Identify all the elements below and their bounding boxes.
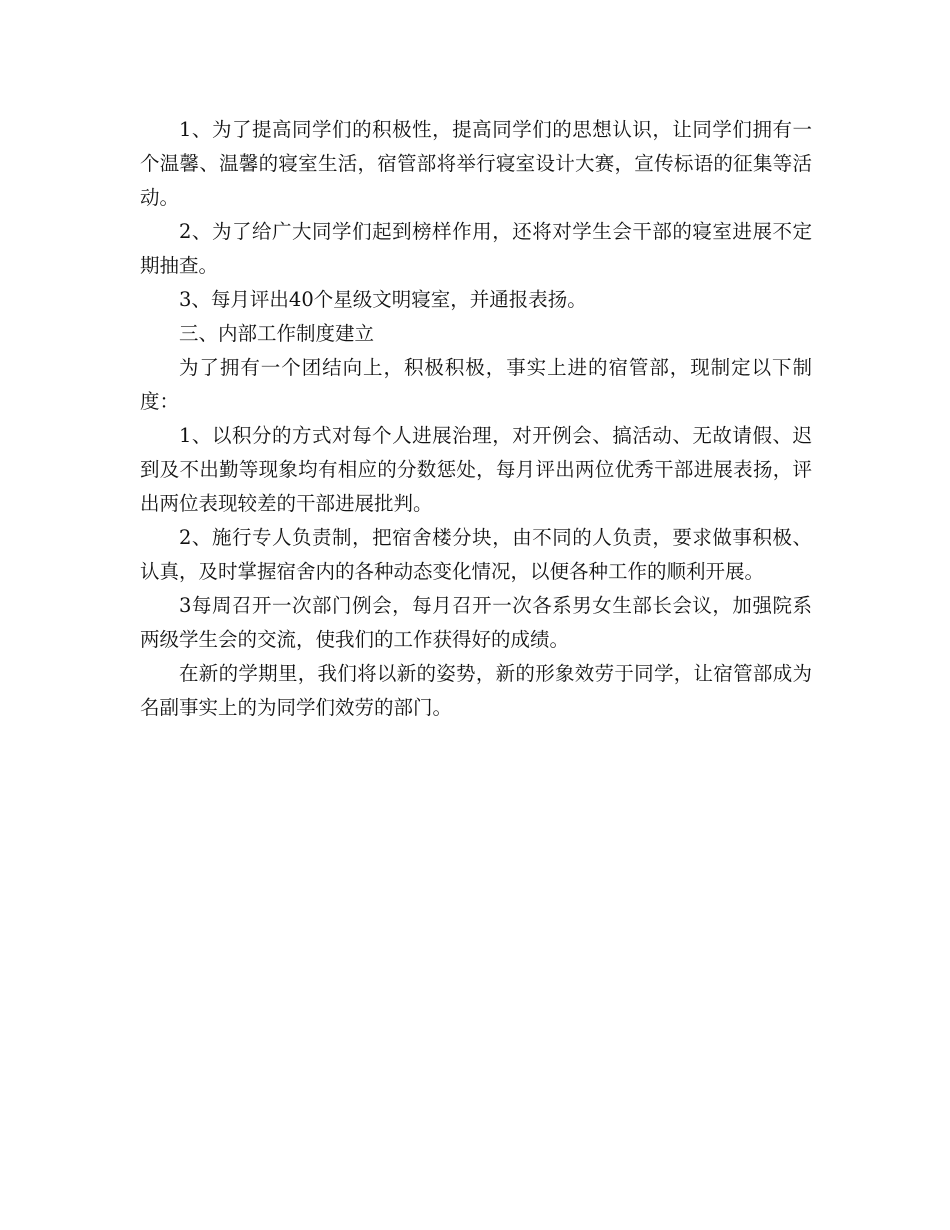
paragraph-2: 2、为了给广大同学们起到榜样作用，还将对学生会干部的寝室进展不定期抽查。 [140, 220, 812, 277]
paragraph-1: 1、为了提高同学们的积极性，提高同学们的思想认识，让同学们拥有一个温馨、温馨的寝室生活，宿管部将举行寝室设计大赛，宣传标语的征集等活动。 [140, 118, 812, 209]
paragraph-5: 1、以积分的方式对每个人进展治理，对开例会、搞活动、无故请假、迟到及不出勤等现象均有相应的分数惩处，每月评出两位优秀干部进展表扬，评出两位表现较差的干部进展批判。 [140, 424, 812, 515]
paragraph-8: 在新的学期里，我们将以新的姿势，新的形象效劳于同学，让宿管部成为名副事实上的为同学们效劳的部门。 [140, 662, 812, 719]
paragraph-4: 为了拥有一个团结向上，积极积极，事实上进的宿管部，现制定以下制度： [140, 356, 812, 413]
document-body [140, 113, 812, 725]
section-heading: 三、内部工作制度建立 [179, 322, 375, 345]
paragraph-6: 2、施行专人负责制，把宿舍楼分块，由不同的人负责，要求做事积极、认真，及时掌握宿舍内的各种动态变化情况，以便各种工作的顺利开展。 [140, 526, 812, 583]
paragraph-7: 3每周召开一次部门例会，每月召开一次各系男女生部长会议，加强院系两级学生会的交流，使我们的工作获得好的成绩。 [140, 594, 812, 651]
paragraph-3: 3、每月评出40个星级文明寝室，并通报表扬。 [179, 288, 587, 311]
